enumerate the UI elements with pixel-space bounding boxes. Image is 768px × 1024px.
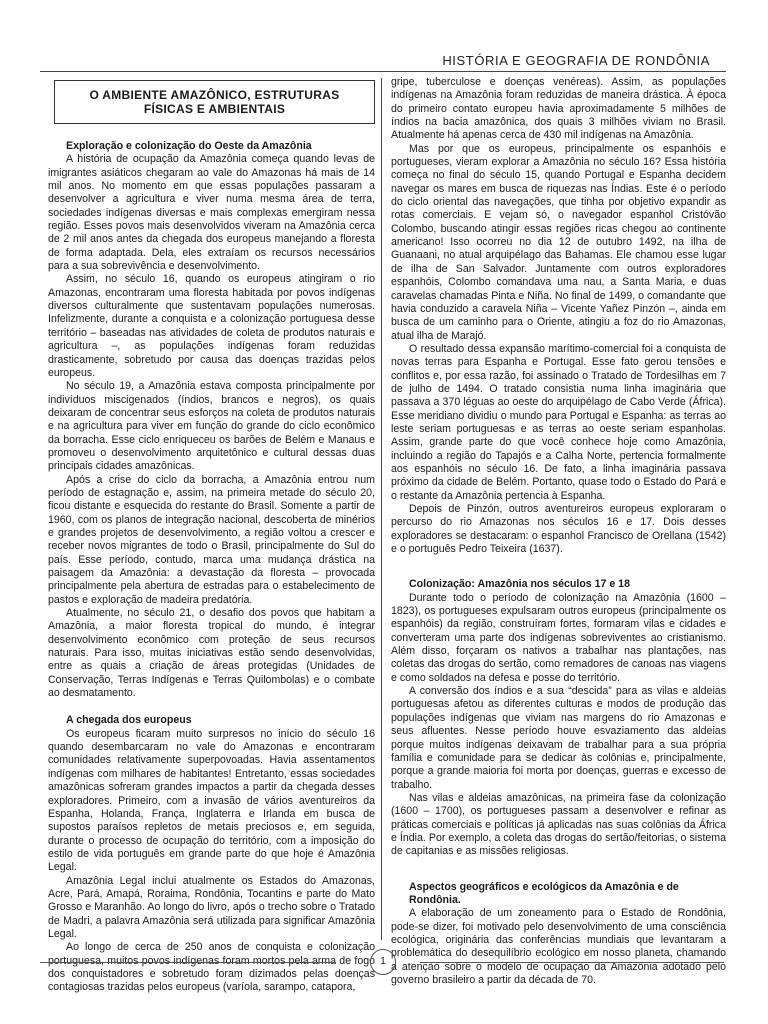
- paragraph: Ao longo de cerca de 250 anos de conquista e colonização portuguesa, muitos povos indígenas foram mortos pela arma de fogo dos conquistadores e sobretudo foram dizimados pelas doenças contagiosas trazidas pelos europeus (varíola, sarampo, catapora,: [48, 941, 375, 994]
- paragraph: A conversão dos índios e a sua “descida” para as vilas e aldeias portuguesas afetou as diferentes culturas e modos de produção das populações indígenas que viviam nas margens do rio Amazonas e seus afluentes. Nesse período houve esvaziamento das aldeias porque muitos indígenas deixavam de trabalhar para a sua própria família e comunidade para se dedicar às colônias e, principalmente, porque a grande maioria foi morta por doenças, guerras e excesso de trabalho.: [391, 685, 726, 791]
- paragraph: Nas vilas e aldeias amazônicas, na primeira fase da colonização (1600 – 1700), os portugueses passam a desenvolver e refinar as práticas comerciais e políticas já aplicadas nas suas colônias da África e Índia. Por exemplo, a coleta das drogas do sertão/feitorias, o sistema de capitanias e as missões religiosas.: [391, 791, 726, 858]
- section-heading-colonizacao: Colonização: Amazônia nos séculos 17 e 18: [409, 578, 630, 591]
- right-column: [391, 76, 726, 987]
- left-column: [48, 80, 375, 995]
- header-rule: [40, 71, 726, 72]
- running-header: HISTÓRIA E GEOGRAFIA DE RONDÔNIA: [442, 53, 710, 68]
- footer-rule-right: [420, 962, 724, 963]
- paragraph: A elaboração de um zoneamento para o Estado de Rondônia, pode-se dizer, foi motivado pelo desenvolvimento de uma consciência ecológica, originária das conferências mundiais que levantaram a problemática do desequilíbrio ecológico em nosso planeta, chamando a atenção sobre o modelo de ocupação da Amazônia adotado pelo governo brasileiro a partir da década de 70.: [391, 907, 726, 986]
- paragraph: A história de ocupação da Amazônia começa quando levas de imigrantes asiáticos chegaram ao vale do Amazonas há mais de 14 mil anos. No momento em que essas populações passaram a desenvolver a agricultura e viver numa mesma área de terra, sociedades indígenas diversas e mais complexas emergiram nessa região. Esses povos mais desenvolvidos viveram na Amazônia cerca de 2 mil anos antes da chegada dos europeus manejando a floresta de forma adaptada. Dela, eles extraíam os recursos necessários para a sua sobrevivência e desenvolvimento.: [48, 153, 375, 273]
- paragraph: Atualmente, no século 21, o desafio dos povos que habitam a Amazônia, a maior floresta tropical do mundo, é integrar desenvolvimento econômico com proteção de seus recursos naturais. Para isso, muitas iniciativas estão sendo desenvolvidas, entre as quais a criação de áreas protegidas (Unidades de Conservação, Terras Indígenas e Terras Quilombolas) e o combate ao desmatamento.: [48, 607, 375, 700]
- paragraph: Assim, no século 16, quando os europeus atingiram o rio Amazonas, encontraram uma floresta habitada por povos indígenas diversos culturalmente que sustentavam populações numerosas. Infelizmente, durante a conquista e a colonização portuguesa desse território – baseadas nas atividades de coleta de produtos naturais e agricultura –, as populações indígenas foram reduzidas drasticamente, sobretudo por causa das doenças trazidas pelos europeus.: [48, 273, 375, 379]
- paragraph: Os europeus ficaram muito surpresos no início do século 16 quando desembarcaram no vale do Amazonas e encontraram comunidades relativamente superpovoadas. Havia assentamentos indígenas com milhares de habitantes! Entretanto, essas sociedades amazônicas sofreram grandes impactos a partir da chegada desses exploradores. Primeiro, com a invasão de vários aventureiros da Espanha, Holanda, França, Inglaterra e Irlanda em busca de supostos paraísos repletos de metais preciosos e, em seguida, durante o processo de ocupação do território, com a imposição do estilo de vida português em grande parte do que hoje é Amazônia Legal.: [48, 727, 375, 874]
- paragraph: Após a crise do ciclo da borracha, a Amazônia entrou num período de estagnação e, assim, na primeira metade do século 20, ficou distante e esquecida do restante do Brasil. Somente a partir de 1960, com os planos de integração nacional, descoberta de minérios e grandes projetos de desenvolvimento, a região voltou a crescer e receber novos migrantes de todo o Brasil, principalmente do Sul do país. Esse período, contudo, marca uma mudança drástica na paisagem da Amazônia: a devastação da floresta – provocada principalmente pela abertura de estradas para o estabelecimento de pastos e exploração de madeira predatória.: [48, 473, 375, 606]
- paragraph: No século 19, a Amazônia estava composta principalmente por indivíduos miscigenados (índios, brancos e negros), os quais deixaram de concentrar seus esforços na coleta de produtos naturais e na agricultura para viver em função do grande do ciclo econômico da borracha. Esse ciclo enriqueceu os barões de Belém e Manaus e promoveu o desenvolvimento arquitetônico e cultural dessas duas principais cidades amazônicas.: [48, 380, 375, 473]
- paragraph: O resultado dessa expansão marítimo-comercial foi a conquista de novas terras para Espanha e Portugal. Esse fato gerou tensões e conflitos e, por essa razão, foi assinado o Tratado de Tordesilhas em 7 de julho de 1494. O tratado consistia numa linha imaginária que passava a 370 léguas ao oeste do arquipélago de Cabo Verde (África). Esse meridiano dividiu o mundo para Portugal e Espanha: as terras ao leste seriam portuguesas e as terras ao oeste seriam espanholas. Assim, grande parte do que você conhece hoje como Amazônia, incluindo a região do Tapajós e a Calha Norte, pertencia formalmente aos espanhóis no século 16. De fato, a linha imaginária passava próximo da cidade de Belém. Portanto, quase todo o Estado do Pará e o restante da Amazônia pertencia à Espanha.: [391, 342, 726, 502]
- section-heading-aspectos: Aspectos geográficos e ecológicos da Amazônia e de Rondônia.: [409, 880, 679, 906]
- paragraph: Mas por que os europeus, principalmente os espanhóis e portugueses, vieram explorar a Amazônia no século 16? Essa história começa no final do século 15, quando Portugal e Espanha decidem navegar os mares em busca de riquezas nas Índias. Este é o período do ciclo oriental das navegações, que tinha por objetivo expandir as rotas comerciais. E vejam só, o navegador espanhol Cristóvão Colombo, buscando atingir essas regiões ricas chegou ao continente americano! Isso ocorreu no dia 12 de outubro 1492, na ilha de Guanaani, no atual arquipélago das Bahamas. Ele chamou esse lugar de ilha de San Salvador. Juntamente com outros exploradores espanhóis, Colombo comandava uma nau, a Santa Maria, e duas caravelas chamadas Pinta e Niña. No final de 1499, o comandante que havia conduzido a caravela Niña – Vicente Yañez Pinzón –, ainda em busca de um caminho para o Oriente, atingiu a foz do rio Amazonas, atual ilha de Marajó.: [391, 142, 726, 342]
- paragraph-continued: gripe, tuberculose e doenças venéreas). Assim, as populações indígenas na Amazônia foram reduzidas de maneira drástica. À época do primeiro contato europeu havia aproximadamente 5 milhões de índios na bacia amazônica, dos quais 3 milhões viviam no Brasil. Atualmente há apenas cerca de 430 mil indígenas na Amazônia.: [391, 76, 726, 142]
- footer-rule-left: [40, 962, 336, 963]
- column-divider: [381, 78, 382, 940]
- section-heading-exploracao: Exploração e colonização do Oeste da Amazônia: [66, 140, 312, 152]
- chapter-title-box: O AMBIENTE AMAZÔNICO, ESTRUTURAS FÍSICAS E AMBIENTAIS: [54, 80, 375, 124]
- paragraph: Depois de Pinzón, outros aventureiros europeus exploraram o percurso do rio Amazonas nos séculos 16 e 17. Dois desses exploradores se destacaram: o espanhol Francisco de Orellana (1542) e o português Pedro Teixeira (1637).: [391, 503, 726, 556]
- page-number: 1: [370, 949, 396, 975]
- section-heading-chegada: A chegada dos europeus: [66, 714, 192, 727]
- paragraph: Durante todo o período de colonização na Amazônia (1600 – 1823), os portugueses expulsaram outros europeus (principalmente os espanhóis) da região, construíram fortes, formaram vilas e cidades e converteram uma parte dos indígenas sobreviventes ao cristianismo. Além disso, forçaram os nativos a trabalhar nas plantações, nas coletas das drogas do sertão, como remadores de canoas nas viagens e como soldados na defesa e posse do território.: [391, 591, 726, 684]
- paragraph: Amazônia Legal inclui atualmente os Estados do Amazonas, Acre, Pará, Amapá, Roraima, Rondônia, Tocantins e parte do Mato Grosso e Maranhão. Ao longo do livro, após o trecho sobre o Tratado de Madri, a palavra Amazônia será utilizada para significar Amazônia Legal.: [48, 874, 375, 940]
